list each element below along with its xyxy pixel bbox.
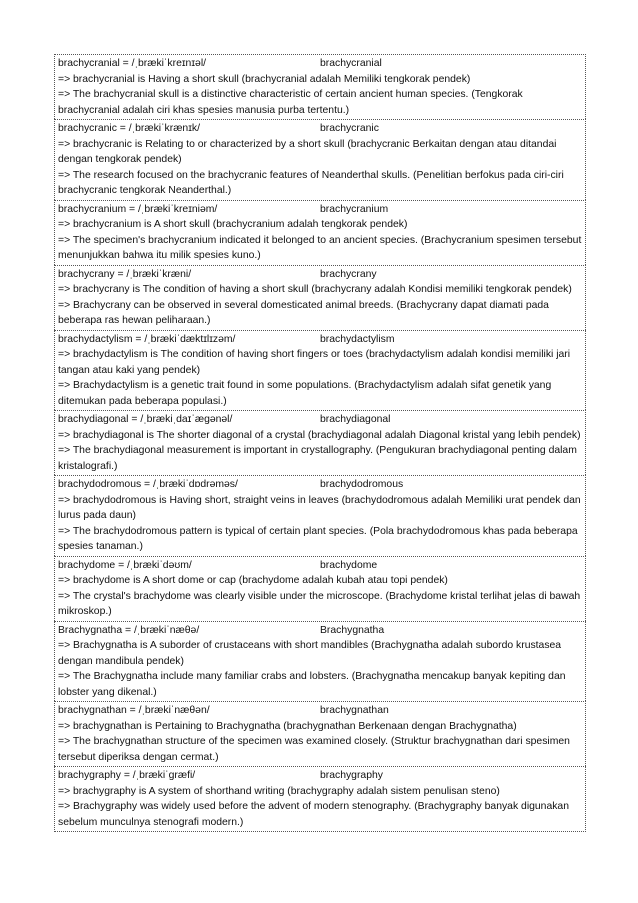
entry-definition: => brachygnathan is Pertaining to Brachygnatha (brachygnathan Berkenaan dengan Brachygnatha)	[58, 720, 517, 732]
entry-pronunciation: brachycranic = /ˌbrækiˈkrænɪk/	[58, 123, 200, 134]
entry-word: brachydiagonal	[320, 414, 391, 425]
entry-definition: => brachycranic is Relating to or characterized by a short skull (brachycranic Berkaitan dengan atau ditandai dengan tengkorak pendek)	[58, 138, 557, 165]
entry-head	[58, 56, 582, 72]
entry-word: brachycrany	[320, 268, 377, 280]
entry-example: => The brachygnathan structure of the specimen was examined closely. (Struktur brachygnathan dari spesimen tersebut diperiksa dengan cermat.)	[58, 736, 570, 763]
entry-brachycranial	[54, 54, 586, 119]
entry-brachygnatha	[54, 621, 586, 702]
entry-word: brachygraphy	[320, 770, 383, 781]
entry-head	[58, 703, 582, 719]
entry-head	[58, 332, 582, 348]
entry-brachydactylism	[54, 330, 586, 411]
entry-word: brachydodromous	[320, 479, 404, 490]
entry-head	[58, 558, 582, 574]
entry-pronunciation: brachydactylism = /ˌbrækiˈdæktɪlɪzəm/	[58, 333, 236, 345]
entry-example: => The Brachygnatha include many familiar crabs and lobsters. (Brachygnatha mencakup banyak kepiting dan lobster yang dikenal.)	[58, 671, 566, 698]
entry-pronunciation: brachygnathan = /ˌbrækiˈnæθən/	[58, 705, 210, 716]
entry-pronunciation: brachygraphy = /ˌbrækiˈɡræfi/	[58, 770, 196, 781]
entry-example: => The crystal's brachydome was clearly visible under the microscope. (Brachydome kristal terlihat jelas di bawah mikroskop.)	[58, 590, 581, 617]
entry-definition: => brachygraphy is A system of shorthand writing (brachygraphy adalah sistem penulisan steno)	[58, 785, 500, 797]
entry-brachydiagonal	[54, 410, 586, 475]
entry-word: brachycranium	[320, 203, 389, 215]
entry-definition: => brachycrany is The condition of having a short skull (brachycrany adalah Kondisi memiliki tengkorak pendek)	[58, 284, 572, 295]
entry-pronunciation: brachydome = /ˌbrækiˈdəʊm/	[58, 559, 192, 571]
entry-definition: => brachydome is A short dome or cap (brachydome adalah kubah atau topi pendek)	[58, 575, 448, 586]
entry-pronunciation: brachycrany = /ˌbrækiˈkræni/	[58, 268, 192, 280]
entry-example: => Brachydactylism is a genetic trait found in some populations. (Brachydactylism adalah sifat genetik yang ditemukan pada beberapa populasi.)	[58, 380, 552, 407]
entry-brachygraphy	[54, 766, 586, 832]
entry-head	[58, 202, 582, 218]
entry-definition: => Brachygnatha is A suborder of crustaceans with short mandibles (Brachygnatha adalah subordo krustasea dengan mandibula pendek)	[58, 640, 562, 667]
entry-example: => The specimen's brachycranium indicated it belonged to an ancient species. (Brachycranium spesimen tersebut menunjukkan bahwa itu milik spesies kuno.)	[58, 234, 582, 261]
entry-pronunciation: brachycranium = /ˌbrækiˈkreɪniəm/	[58, 203, 218, 215]
entry-brachydodromous	[54, 475, 586, 556]
entry-pronunciation: Brachygnatha = /ˌbrækiˈnæθə/	[58, 624, 200, 636]
entry-definition: => brachycranial is Having a short skull (brachycranial adalah Memiliki tengkorak pendek)	[58, 73, 471, 85]
entry-brachygnathan	[54, 701, 586, 766]
entry-brachycranic	[54, 119, 586, 200]
entry-head	[58, 477, 582, 493]
entry-example: => The brachycranial skull is a distinctive characteristic of certain ancient human species. (Tengkorak brachycranial adalah ciri khas spesies manusia purba tertentu.)	[58, 89, 523, 116]
entry-brachycranium	[54, 200, 586, 265]
entry-definition: => brachydiagonal is The shorter diagonal of a crystal (brachydiagonal adalah Diagonal kristal yang lebih pendek)	[58, 429, 581, 441]
entry-brachycrany	[54, 265, 586, 330]
entry-pronunciation: brachycranial = /ˌbrækiˈkreɪnɪəl/	[58, 58, 207, 69]
entry-head	[58, 623, 582, 639]
entry-definition: => brachydodromous is Having short, straight veins in leaves (brachydodromous adalah Memiliki urat pendek dan lurus pada daun)	[58, 494, 581, 521]
entry-word: brachygnathan	[320, 705, 389, 716]
dictionary-page	[54, 54, 586, 832]
entry-example: => The research focused on the brachycranic features of Neanderthal skulls. (Penelitian berfokus pada ciri-ciri brachycranic tengkorak Neanderthal.)	[58, 169, 564, 196]
entry-pronunciation: brachydiagonal = /ˌbrækiˌdaɪˈæɡənəl/	[58, 414, 233, 425]
entry-word: brachydactylism	[320, 333, 395, 345]
entry-example: => The brachydodromous pattern is typical of certain plant species. (Pola brachydodromous khas pada beberapa spesies tanaman.)	[58, 525, 578, 552]
entry-example: => Brachycrany can be observed in several domesticated animal breeds. (Brachycrany dapat diamati pada beberapa ras hewan peliharaan.)	[58, 299, 549, 326]
entry-word: brachycranial	[320, 58, 382, 69]
entry-definition: => brachycranium is A short skull (brachycranium adalah tengkorak pendek)	[58, 219, 408, 230]
entry-example: => The brachydiagonal measurement is important in crystallography. (Pengukuran brachydiagonal penting dalam kristalografi.)	[58, 445, 577, 472]
entry-example: => Brachygraphy was widely used before the advent of modern stenography. (Brachygraphy banyak digunakan sebelum munculnya stenografi modern.)	[58, 801, 569, 828]
entry-head	[58, 412, 582, 428]
entry-head	[58, 768, 582, 784]
entry-head	[58, 121, 582, 137]
entry-definition: => brachydactylism is The condition of having short fingers or toes (brachydactylism adalah kondisi memiliki jari tangan atau kaki yang pendek)	[58, 349, 571, 376]
entry-pronunciation: brachydodromous = /ˌbrækiˈdɒdrəməs/	[58, 479, 238, 490]
entry-word: brachycranic	[320, 123, 379, 134]
entry-brachydome	[54, 556, 586, 621]
entry-word: brachydome	[320, 559, 378, 571]
entry-head	[58, 267, 582, 283]
entry-word: Brachygnatha	[320, 624, 385, 636]
